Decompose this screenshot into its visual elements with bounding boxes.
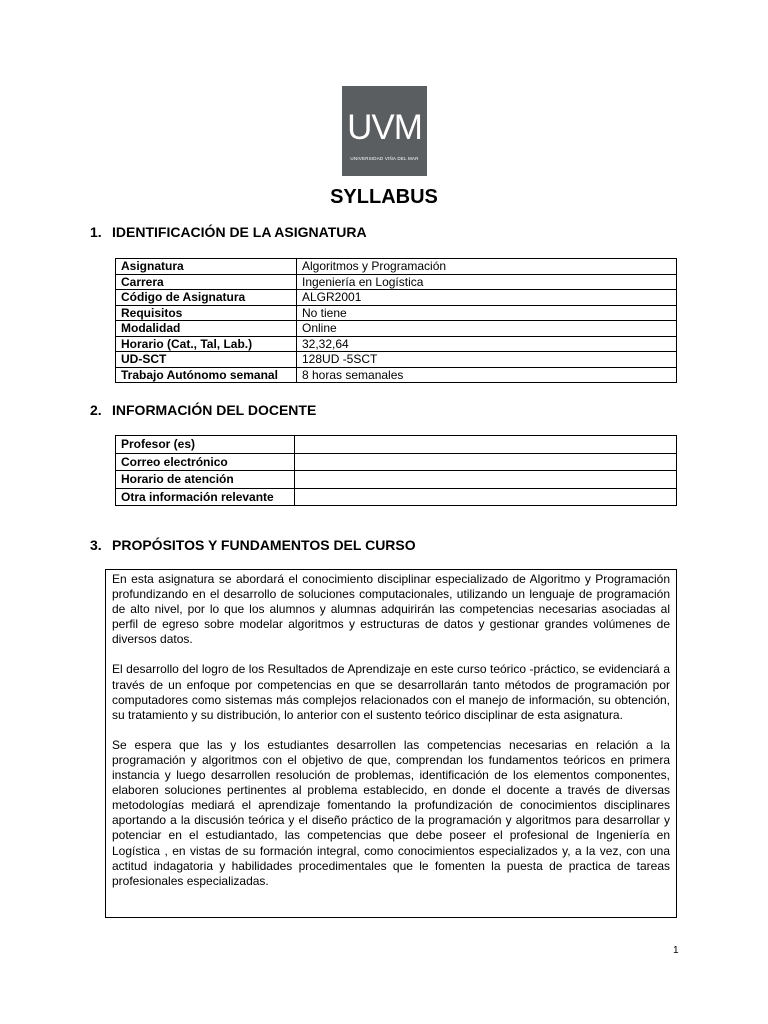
table-row — [116, 352, 677, 368]
field-label: Asignatura — [116, 259, 297, 275]
section-3-title: PROPÓSITOS Y FUNDAMENTOS DEL CURSO — [112, 537, 416, 553]
field-value: ALGR2001 — [297, 290, 677, 306]
docente-table — [115, 435, 677, 506]
section-1-title: IDENTIFICACIÓN DE LA ASIGNATURA — [112, 224, 367, 240]
field-value: Ingeniería en Logística — [297, 274, 677, 290]
field-label: Horario (Cat., Tal, Lab.) — [116, 336, 297, 352]
section-3-heading — [90, 537, 416, 553]
field-value — [295, 436, 677, 454]
field-value: Algoritmos y Programación — [297, 259, 677, 275]
paragraph: En esta asignatura se abordará el conocimiento disciplinar especializado de Algoritmo y Programación profundizando en el desarrollo de soluciones computacionales, utilizando un lenguaje de programación de alto nivel, por lo que los alumnos y alumnas adquirirán las competencias necesarias asociadas al perfil de egreso sobre modelar algoritmos y estructuras de datos y gestionar grandes volúmenes de diversos datos. — [112, 572, 670, 647]
field-label: Carrera — [116, 274, 297, 290]
uvm-logo — [342, 86, 427, 176]
field-value — [295, 471, 677, 489]
table-row — [116, 436, 677, 454]
table-row — [116, 290, 677, 306]
section-1-heading — [90, 224, 367, 240]
logo-mark: UVM — [347, 108, 422, 147]
field-label: Correo electrónico — [116, 453, 295, 471]
identificacion-table — [115, 258, 677, 383]
field-label: Trabajo Autónomo semanal — [116, 367, 297, 383]
section-2-heading — [90, 402, 316, 418]
section-2-number: 2. — [90, 402, 102, 418]
section-1-number: 1. — [90, 224, 102, 240]
field-label: Horario de atención — [116, 471, 295, 489]
field-label: UD-SCT — [116, 352, 297, 368]
field-label: Requisitos — [116, 305, 297, 321]
field-value — [295, 453, 677, 471]
table-row — [116, 367, 677, 383]
propositos-box — [105, 569, 677, 918]
paragraph: Se espera que las y los estudiantes desarrollen las competencias necesarias en relación a la programación y algoritmos con el objetivo de que, comprendan los fundamentos teóricos en primera instancia y luego desarrollen resolución de problemas, identificación de los elementos componentes, elaboren soluciones pertinentes al problema establecido, en donde el docente a través de diversas metodologías mediará el aprendizaje fomentando la profundización de conocimientos disciplinares aportando a la discusión teórica y el diseño práctico de la programación y algoritmos para desarrollar y potenciar en el estudiantado, las competencias que debe poseer el profesional de Ingeniería en Logística , en vistas de su formación integral, como conocimientos especializados y, a la vez, con una actitud indagatoria y habilidades procedimentales que le fomenten la puesta de practica de tareas profesionales especializadas. — [112, 737, 670, 888]
table-row — [116, 336, 677, 352]
field-value: Online — [297, 321, 677, 337]
field-value: 8 horas semanales — [297, 367, 677, 383]
field-value: 32,32,64 — [297, 336, 677, 352]
field-label: Código de Asignatura — [116, 290, 297, 306]
field-value — [295, 488, 677, 506]
table-row — [116, 453, 677, 471]
field-label: Otra información relevante — [116, 488, 295, 506]
field-label: Profesor (es) — [116, 436, 295, 454]
field-value: 128UD -5SCT — [297, 352, 677, 368]
section-3-number: 3. — [90, 537, 102, 553]
paragraph: El desarrollo del logro de los Resultados de Aprendizaje en este curso teórico -práctico, se evidenciará a través de un enfoque por competencias en que se desarrollarán tanto métodos de programación por computadores como sistemas más complejos relacionados con el manejo de información, su obtención, su tratamiento y su distribución, lo anterior con el sustento teórico disciplinar de esta asignatura. — [112, 662, 670, 722]
field-value: No tiene — [297, 305, 677, 321]
document-title: SYLLABUS — [330, 186, 438, 208]
table-row — [116, 274, 677, 290]
section-2-title: INFORMACIÓN DEL DOCENTE — [112, 402, 317, 418]
field-label: Modalidad — [116, 321, 297, 337]
table-row — [116, 305, 677, 321]
table-row — [116, 488, 677, 506]
table-row — [116, 321, 677, 337]
logo-subtitle: UNIVERSIDAD VIÑA DEL MAR — [350, 156, 419, 161]
table-row — [116, 471, 677, 489]
page-number: 1 — [673, 945, 679, 956]
table-row — [116, 259, 677, 275]
